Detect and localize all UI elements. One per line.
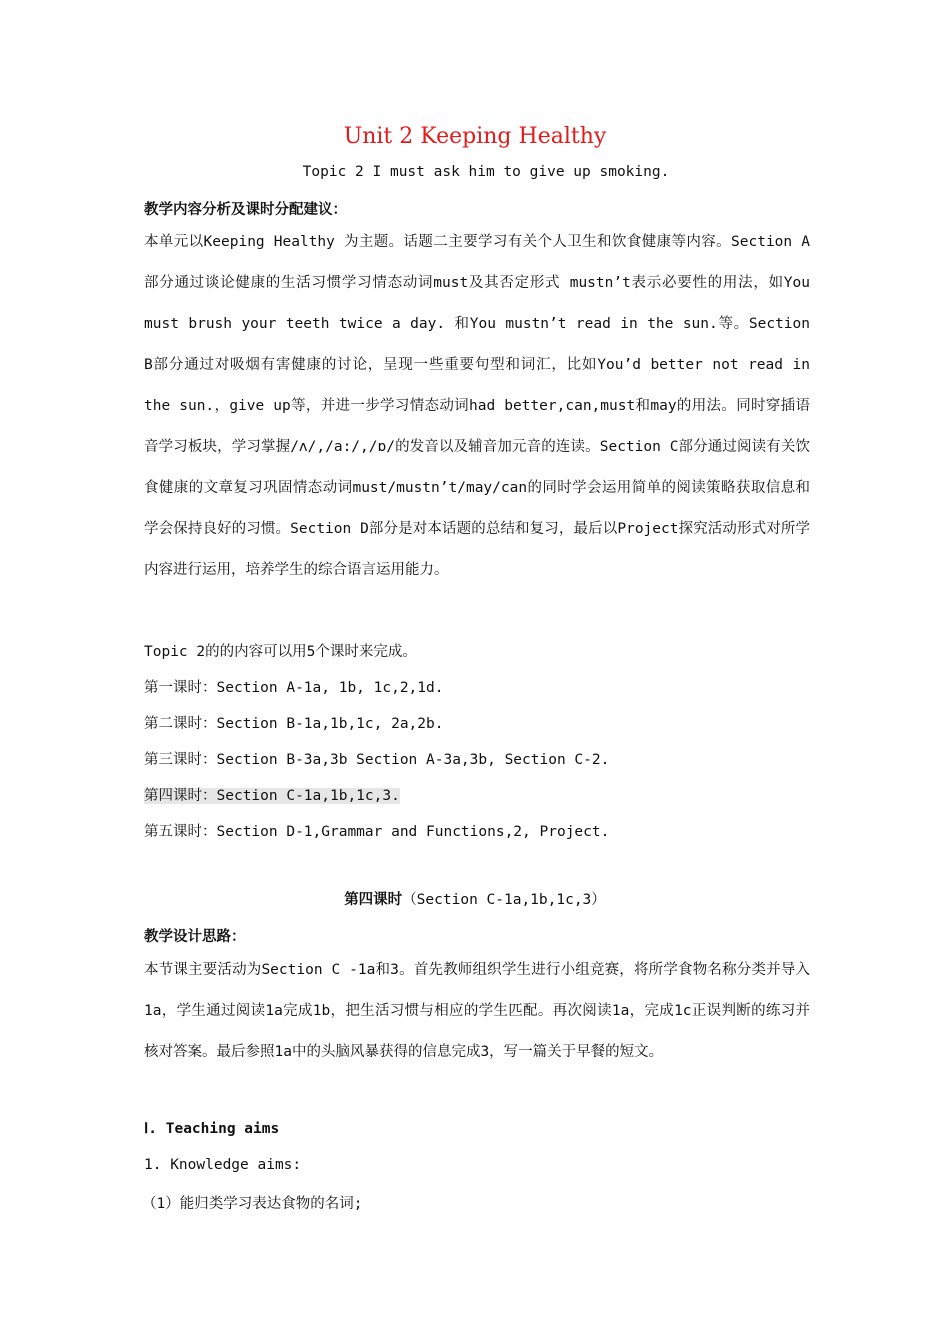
lesson-4-highlighted [144, 784, 400, 805]
page-title: Unit 2 Keeping Healthy [343, 124, 607, 149]
lesson4-heading [0, 888, 950, 909]
page-subtitle: Topic 2 I must ask him to give up smoking. [302, 164, 670, 180]
lesson-1: 第一课时：Section A-1a, 1b, 1c,2,1d. [144, 680, 444, 696]
lesson-2: 第二课时：Section B-1a,1b,1c, 2a,2b. [144, 716, 444, 732]
topic-note: Topic 2的的内容可以用5个课时来完成。 [144, 644, 417, 660]
design-paragraph: 本节课主要活动为Section C -1a和3。首先教师组织学生进行小组竞赛，将所学食物名称分类并导入1a，学生通过阅读1a完成1b，把生活习惯与相应的学生匹配。再次阅读1a，完成1c正误判断的练习并核对答案。最后参照1a中的头脑风暴获得的信息完成3，写一篇关于早餐的短文。 [144, 962, 810, 1060]
lesson4-heading-bold: 第四课时 [344, 892, 403, 908]
aims-heading: Ⅰ. Teaching aims [144, 1121, 280, 1137]
lesson-3: 第三课时：Section B-3a,3b Section A-3a,3b, Section C-2. [144, 752, 610, 768]
knowledge-aims: 1. Knowledge aims: [144, 1157, 302, 1173]
analysis-heading: 教学内容分析及课时分配建议： [144, 202, 347, 218]
design-heading: 教学设计思路： [144, 929, 246, 945]
analysis-paragraph: 本单元以Keeping Healthy 为主题。话题二主要学习有关个人卫生和饮食健康等内容。Section A部分通过谈论健康的生活习惯学习情态动词must及其否定形式 mustn’t表示必要性的用法，如You must brush your teeth twice a day. 和You mustn’t read in the sun.等。Section B部分通过对吸烟有害健康的讨论，呈现一些重要句型和词汇，比如You’d better not read in the sun.，give up等，并进一步学习情态动词had better,can,must和may的用法。同时穿插语音学习板块，学习掌握/ʌ/,/a:/,/ɒ/的发音以及辅音加元音的连读。Section C部分通过阅读有关饮食健康的文章复习巩固情态动词must/mustn’t/may/can的同时学会运用简单的阅读策略获取信息和学会保持良好的习惯。Section D部分是对本话题的总结和复习，最后以Project探究活动形式对所学内容进行运用，培养学生的综合语言运用能力。 [144, 234, 810, 578]
aim-item-1: （1）能归类学习表达食物的名词; [142, 1196, 363, 1212]
lesson-4-text: 第四课时：Section C-1a,1b,1c,3. [144, 788, 400, 804]
lesson4-heading-rest: （Section C-1a,1b,1c,3） [402, 892, 606, 908]
lesson-5: 第五课时：Section D-1,Grammar and Functions,2, Project. [144, 824, 610, 840]
